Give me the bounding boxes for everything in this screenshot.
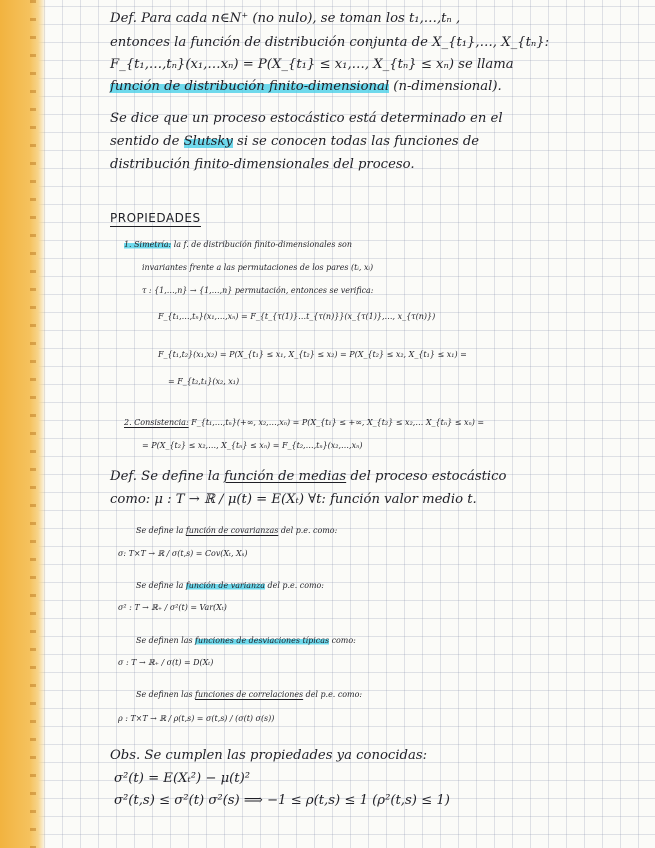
def-finite-text-4: (n-dimensional). [389, 79, 502, 94]
properties-heading-text: PROPIEDADES [110, 211, 201, 225]
def-finite-text-2: entonces la función de distribución conjunta de X_{t₁},…, X_{tₙ}: [110, 35, 550, 50]
determined-text-2a: sentido de [110, 134, 184, 149]
cov-text-b: del p.e. como: [278, 526, 338, 535]
def-functions-line-1 [110, 468, 640, 486]
corr-text-b: del p.e. como: [303, 690, 363, 699]
prop2-line-2 [142, 437, 655, 455]
corr-formula: ρ : T×T → ℝ / ρ(t,s) = σ(t,s) / (σ(t) σ(s)) [118, 714, 275, 723]
determined-text-1: Se dice que un proceso estocástico está determinado en el [110, 111, 503, 126]
corr-line-1 [136, 686, 655, 704]
prop1-line-2 [142, 259, 655, 277]
prop1-line-3 [142, 282, 655, 300]
def-functions-text-1b: del proceso estocástico [346, 469, 507, 484]
highlight-desviaciones-tipicas: funciones de desviaciones típicas [195, 636, 330, 645]
determined-line-2 [110, 133, 640, 151]
var-line-1 [136, 577, 655, 595]
def-finite-line-3 [110, 56, 640, 74]
obs-line-3 [114, 792, 644, 810]
obs-text-1: Obs. Se cumplen las propiedades ya conocidas: [110, 748, 428, 763]
var-text-a: Se define la [136, 581, 186, 590]
funcion-medias-term: función de medias [224, 469, 347, 484]
cov-line-2 [118, 545, 648, 563]
prop1-formula-3: = F_{t₂,t₁}(x₂, x₁) [168, 377, 240, 386]
dev-line-2 [118, 654, 648, 672]
prop1-formula-1: F_{t₁,…,tₙ}(x₁,…,xₙ) = F_{t_{τ(1)}…t_{τ(n)}}(x_{τ(1)},…, x_{τ(n)}) [158, 312, 436, 321]
funcion-covarianzas-term: función de covarianzas [185, 526, 279, 535]
highlight-finite-distribution: función de distribución finito-dimensional [110, 79, 390, 94]
dev-formula: σ : T → ℝ₊ / σ(t) = D(Xₜ) [118, 658, 214, 667]
cov-text-a: Se define la [136, 526, 186, 535]
dev-text-b: como: [329, 636, 356, 645]
prop2-formula-1: F_{t₁,…,tₙ}(+∞, x₂,…,xₙ) = P(X_{t₁} ≤ +∞, X_{t₂} ≤ x₂,… X_{tₙ} ≤ xₙ) = [188, 418, 485, 427]
prop1-line-6 [168, 373, 655, 391]
def-finite-text-1: Def. Para cada n∈N⁺ (no nulo), se toman los t₁,…,tₙ , [110, 11, 461, 26]
var-line-2 [118, 599, 648, 617]
prop1-text-1: la f. de distribución finito-dimensionales son [171, 240, 352, 249]
highlight-funcion-varianza: función de varianza [185, 581, 266, 590]
obs-line-2 [114, 770, 644, 788]
notebook-binding [0, 0, 46, 848]
def-functions-text-1a: Def. Se define la [110, 469, 225, 484]
def-finite-line-1 [110, 10, 640, 28]
funcion-correlaciones-term: funciones de correlaciones [195, 690, 304, 699]
prop1-text-2: invariantes frente a las permutaciones de los pares (tᵢ, xᵢ) [142, 263, 374, 272]
highlight-simetria: 1. Simetría: [124, 240, 172, 249]
prop1-formula-2: F_{t₁,t₂}(x₁,x₂) = P(X_{t₁} ≤ x₁, X_{t₂} ≤ x₂) = P(X_{t₂} ≤ x₂, X_{t₁} ≤ x₁) = [158, 350, 467, 359]
var-text-b: del p.e. como: [265, 581, 324, 590]
prop1-line-1 [124, 236, 654, 254]
obs-formula-2: σ²(t,s) ≤ σ²(t) σ²(s) ⟹ −1 ≤ ρ(t,s) ≤ 1 (ρ²(t,s) ≤ 1) [114, 793, 450, 808]
prop2-formula-2: = P(X_{t₂} ≤ x₂,…, X_{tₙ} ≤ xₙ) = F_{t₂,…,tₙ}(x₂,…,xₙ) [142, 441, 363, 450]
dev-line-1 [136, 632, 655, 650]
var-formula: σ² : T → ℝ₊ / σ²(t) = Var(Xₜ) [118, 603, 227, 612]
obs-line-1 [110, 747, 640, 765]
def-functions-line-2 [110, 491, 640, 509]
determined-text-3: distribución finito-dimensionales del proceso. [110, 157, 415, 172]
prop2-line-1 [124, 414, 654, 432]
properties-heading [110, 211, 201, 225]
obs-formula-1: σ²(t) = E(Xₜ²) − μ(t)² [114, 771, 251, 786]
def-finite-line-4 [110, 78, 640, 96]
dev-text-a: Se definen las [136, 636, 196, 645]
corr-line-2 [118, 710, 648, 728]
prop1-line-5 [158, 346, 655, 364]
def-finite-text-3: F_{t₁,…,tₙ}(x₁,…xₙ) = P(X_{t₁} ≤ x₁,…, X_{tₙ} ≤ xₙ) se llama [110, 57, 514, 72]
def-functions-text-2: como: μ : T → ℝ / μ(t) = E(Xₜ) ∀t: función valor medio t. [110, 492, 477, 507]
corr-text-a: Se definen las [136, 690, 196, 699]
cov-line-1 [136, 522, 655, 540]
determined-line-1 [110, 110, 640, 128]
determined-line-3 [110, 156, 640, 174]
def-finite-line-2 [110, 34, 640, 52]
determined-text-2b: si se conocen todas las funciones de [232, 134, 480, 149]
prop1-line-4 [158, 308, 655, 326]
cov-formula: σ: T×T → ℝ / σ(t,s) = Cov(Xₜ, Xₛ) [118, 549, 248, 558]
highlight-slutsky: Slutsky [183, 134, 233, 149]
prop1-text-3: τ : {1,…,n} → {1,…,n} permutación, entonces se verifica: [142, 286, 374, 295]
consistencia-title: 2. Consistencia: [124, 418, 189, 427]
